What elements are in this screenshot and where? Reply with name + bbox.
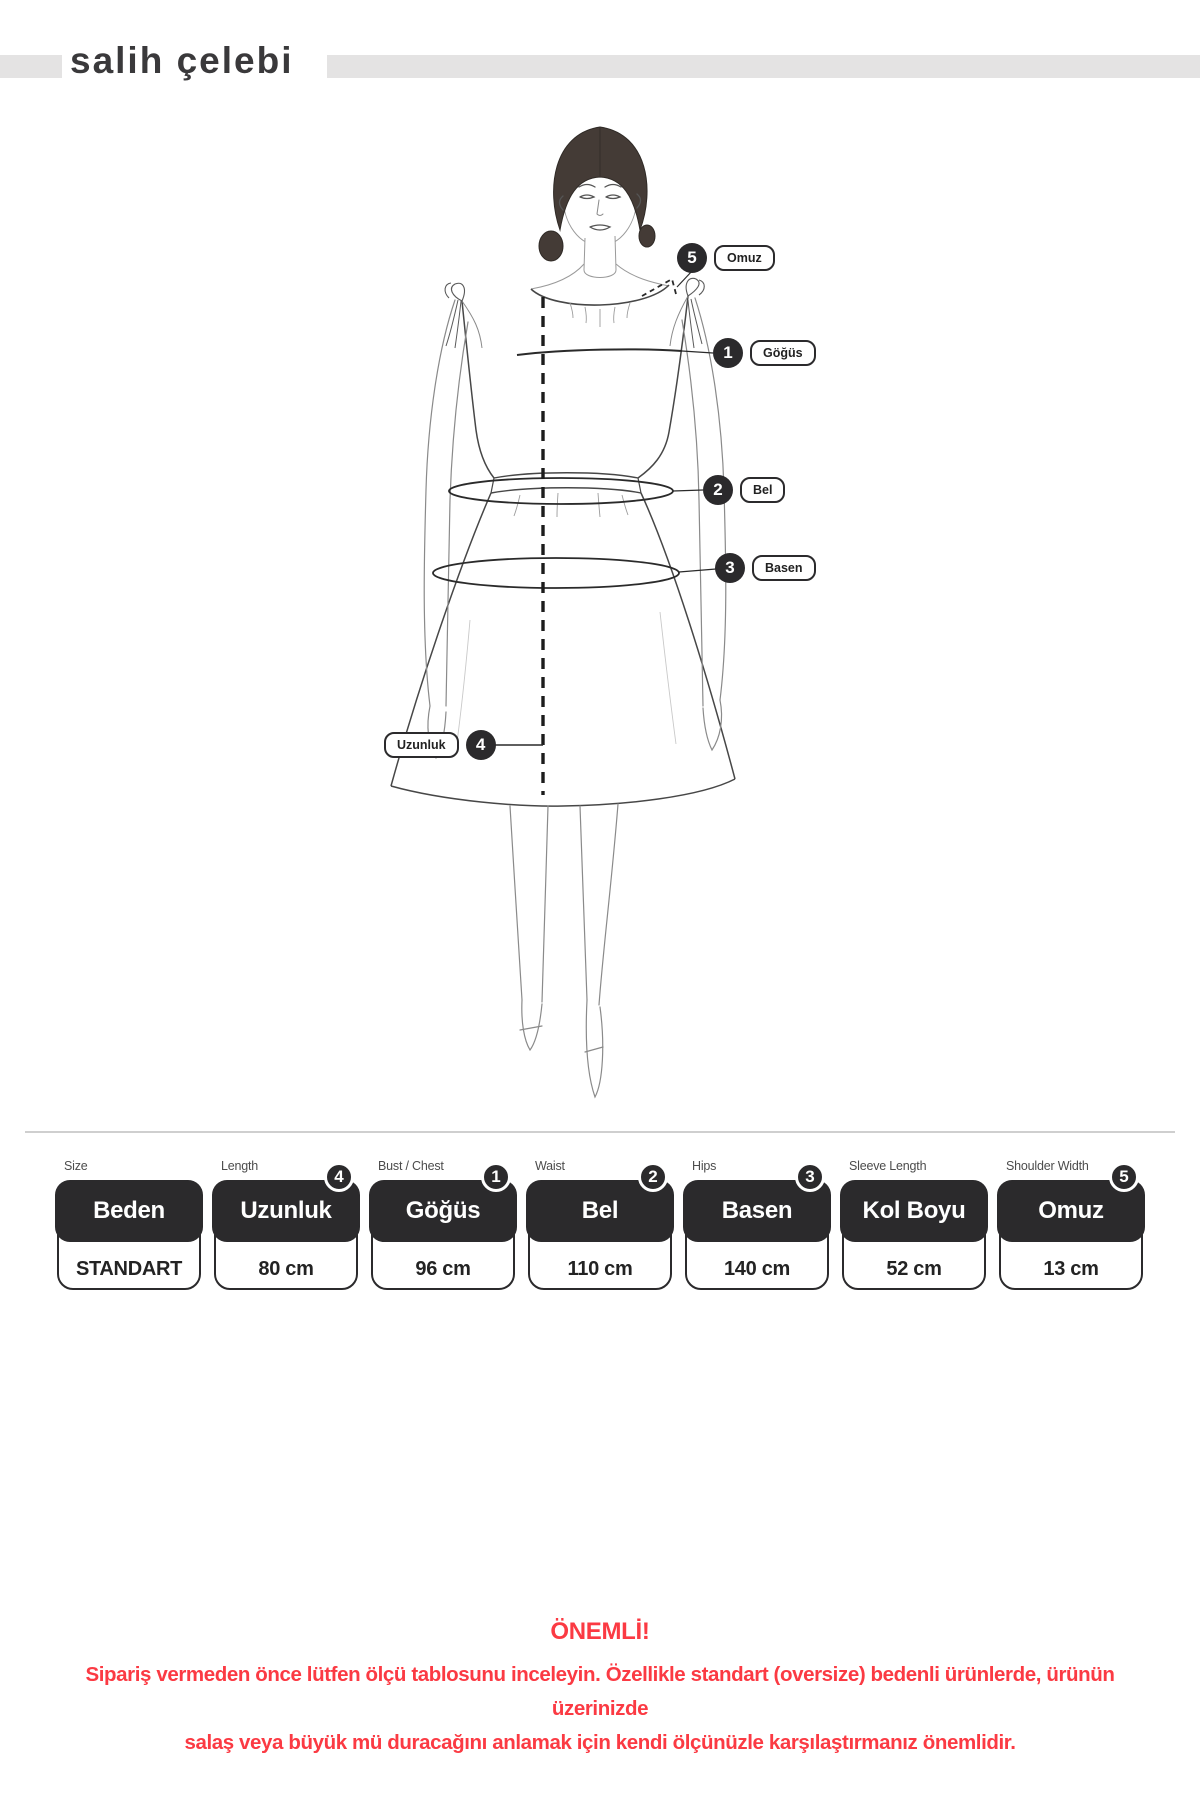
callout-label: Uzunluk bbox=[384, 732, 459, 758]
notice-line-1: Sipariş vermeden önce lütfen ölçü tablosunu inceleyin. Özellikle standart (oversize) bedenli ürünlerde, ürünün üzerinizde bbox=[85, 1663, 1115, 1720]
column-box bbox=[526, 1167, 674, 1290]
brand-logo: salih çelebi bbox=[70, 40, 294, 81]
callout-label: Göğüs bbox=[750, 340, 816, 366]
column-label-en: Hips bbox=[692, 1159, 717, 1173]
column-number-badge: 3 bbox=[795, 1162, 825, 1192]
column-value: 110 cm bbox=[567, 1258, 633, 1280]
column-value: 52 cm bbox=[886, 1258, 942, 1280]
column-box bbox=[683, 1167, 831, 1290]
size-table-column-size bbox=[55, 1156, 203, 1290]
callout-label: Basen bbox=[752, 555, 816, 581]
size-table bbox=[55, 1156, 1145, 1290]
column-number-badge: 2 bbox=[638, 1162, 668, 1192]
column-value: 96 cm bbox=[415, 1258, 471, 1280]
size-table-column-sleeve bbox=[840, 1156, 988, 1290]
column-box bbox=[840, 1180, 988, 1290]
column-number-badge: 5 bbox=[1109, 1162, 1139, 1192]
column-header: Beden bbox=[55, 1180, 203, 1242]
callout-shoulder bbox=[677, 243, 775, 273]
column-label-en: Bust / Chest bbox=[378, 1159, 444, 1173]
column-number-badge: 4 bbox=[324, 1162, 354, 1192]
column-label-en: Waist bbox=[535, 1159, 565, 1173]
column-value: 80 cm bbox=[258, 1258, 314, 1280]
callout-label: Omuz bbox=[714, 245, 775, 271]
column-label-en: Length bbox=[221, 1159, 259, 1173]
column-value: STANDART bbox=[75, 1258, 183, 1280]
column-number-badge: 1 bbox=[481, 1162, 511, 1192]
callout-length bbox=[384, 730, 496, 760]
callout-label: Bel bbox=[740, 477, 785, 503]
notice-title: ÖNEMLİ! bbox=[550, 1618, 650, 1645]
column-box bbox=[997, 1167, 1145, 1290]
callout-hips bbox=[715, 553, 816, 583]
column-box bbox=[55, 1180, 203, 1290]
size-table-column-length bbox=[212, 1156, 360, 1290]
column-header: Uzunluk bbox=[212, 1180, 360, 1242]
size-table-column-shoulder bbox=[997, 1156, 1145, 1290]
column-value: 13 cm bbox=[1043, 1258, 1099, 1280]
column-header: Bel bbox=[526, 1180, 674, 1242]
callout-number-badge: 1 bbox=[713, 338, 743, 368]
size-table-column-chest bbox=[369, 1156, 517, 1290]
section-divider bbox=[25, 1131, 1175, 1133]
column-header: Göğüs bbox=[369, 1180, 517, 1242]
notice-line-2: salaş veya büyük mü duracağını anlamak için kendi ölçünüzle karşılaştırmanız önemlidir. bbox=[184, 1731, 1016, 1754]
callout-number-badge: 5 bbox=[677, 243, 707, 273]
size-table-column-waist bbox=[526, 1156, 674, 1290]
column-box bbox=[212, 1167, 360, 1290]
column-label-en: Size bbox=[64, 1159, 88, 1173]
column-header: Basen bbox=[683, 1180, 831, 1242]
size-table-column-hips bbox=[683, 1156, 831, 1290]
column-box bbox=[369, 1167, 517, 1290]
column-label-en: Sleeve Length bbox=[849, 1159, 927, 1173]
column-value: 140 cm bbox=[723, 1258, 791, 1280]
column-header: Kol Boyu bbox=[840, 1180, 988, 1242]
callout-number-badge: 3 bbox=[715, 553, 745, 583]
column-label-en: Shoulder Width bbox=[1006, 1159, 1089, 1173]
callout-chest bbox=[713, 338, 816, 368]
column-header: Omuz bbox=[997, 1180, 1145, 1242]
callout-number-badge: 4 bbox=[466, 730, 496, 760]
callout-waist bbox=[703, 475, 785, 505]
callout-number-badge: 2 bbox=[703, 475, 733, 505]
important-notice bbox=[55, 1618, 1145, 1760]
